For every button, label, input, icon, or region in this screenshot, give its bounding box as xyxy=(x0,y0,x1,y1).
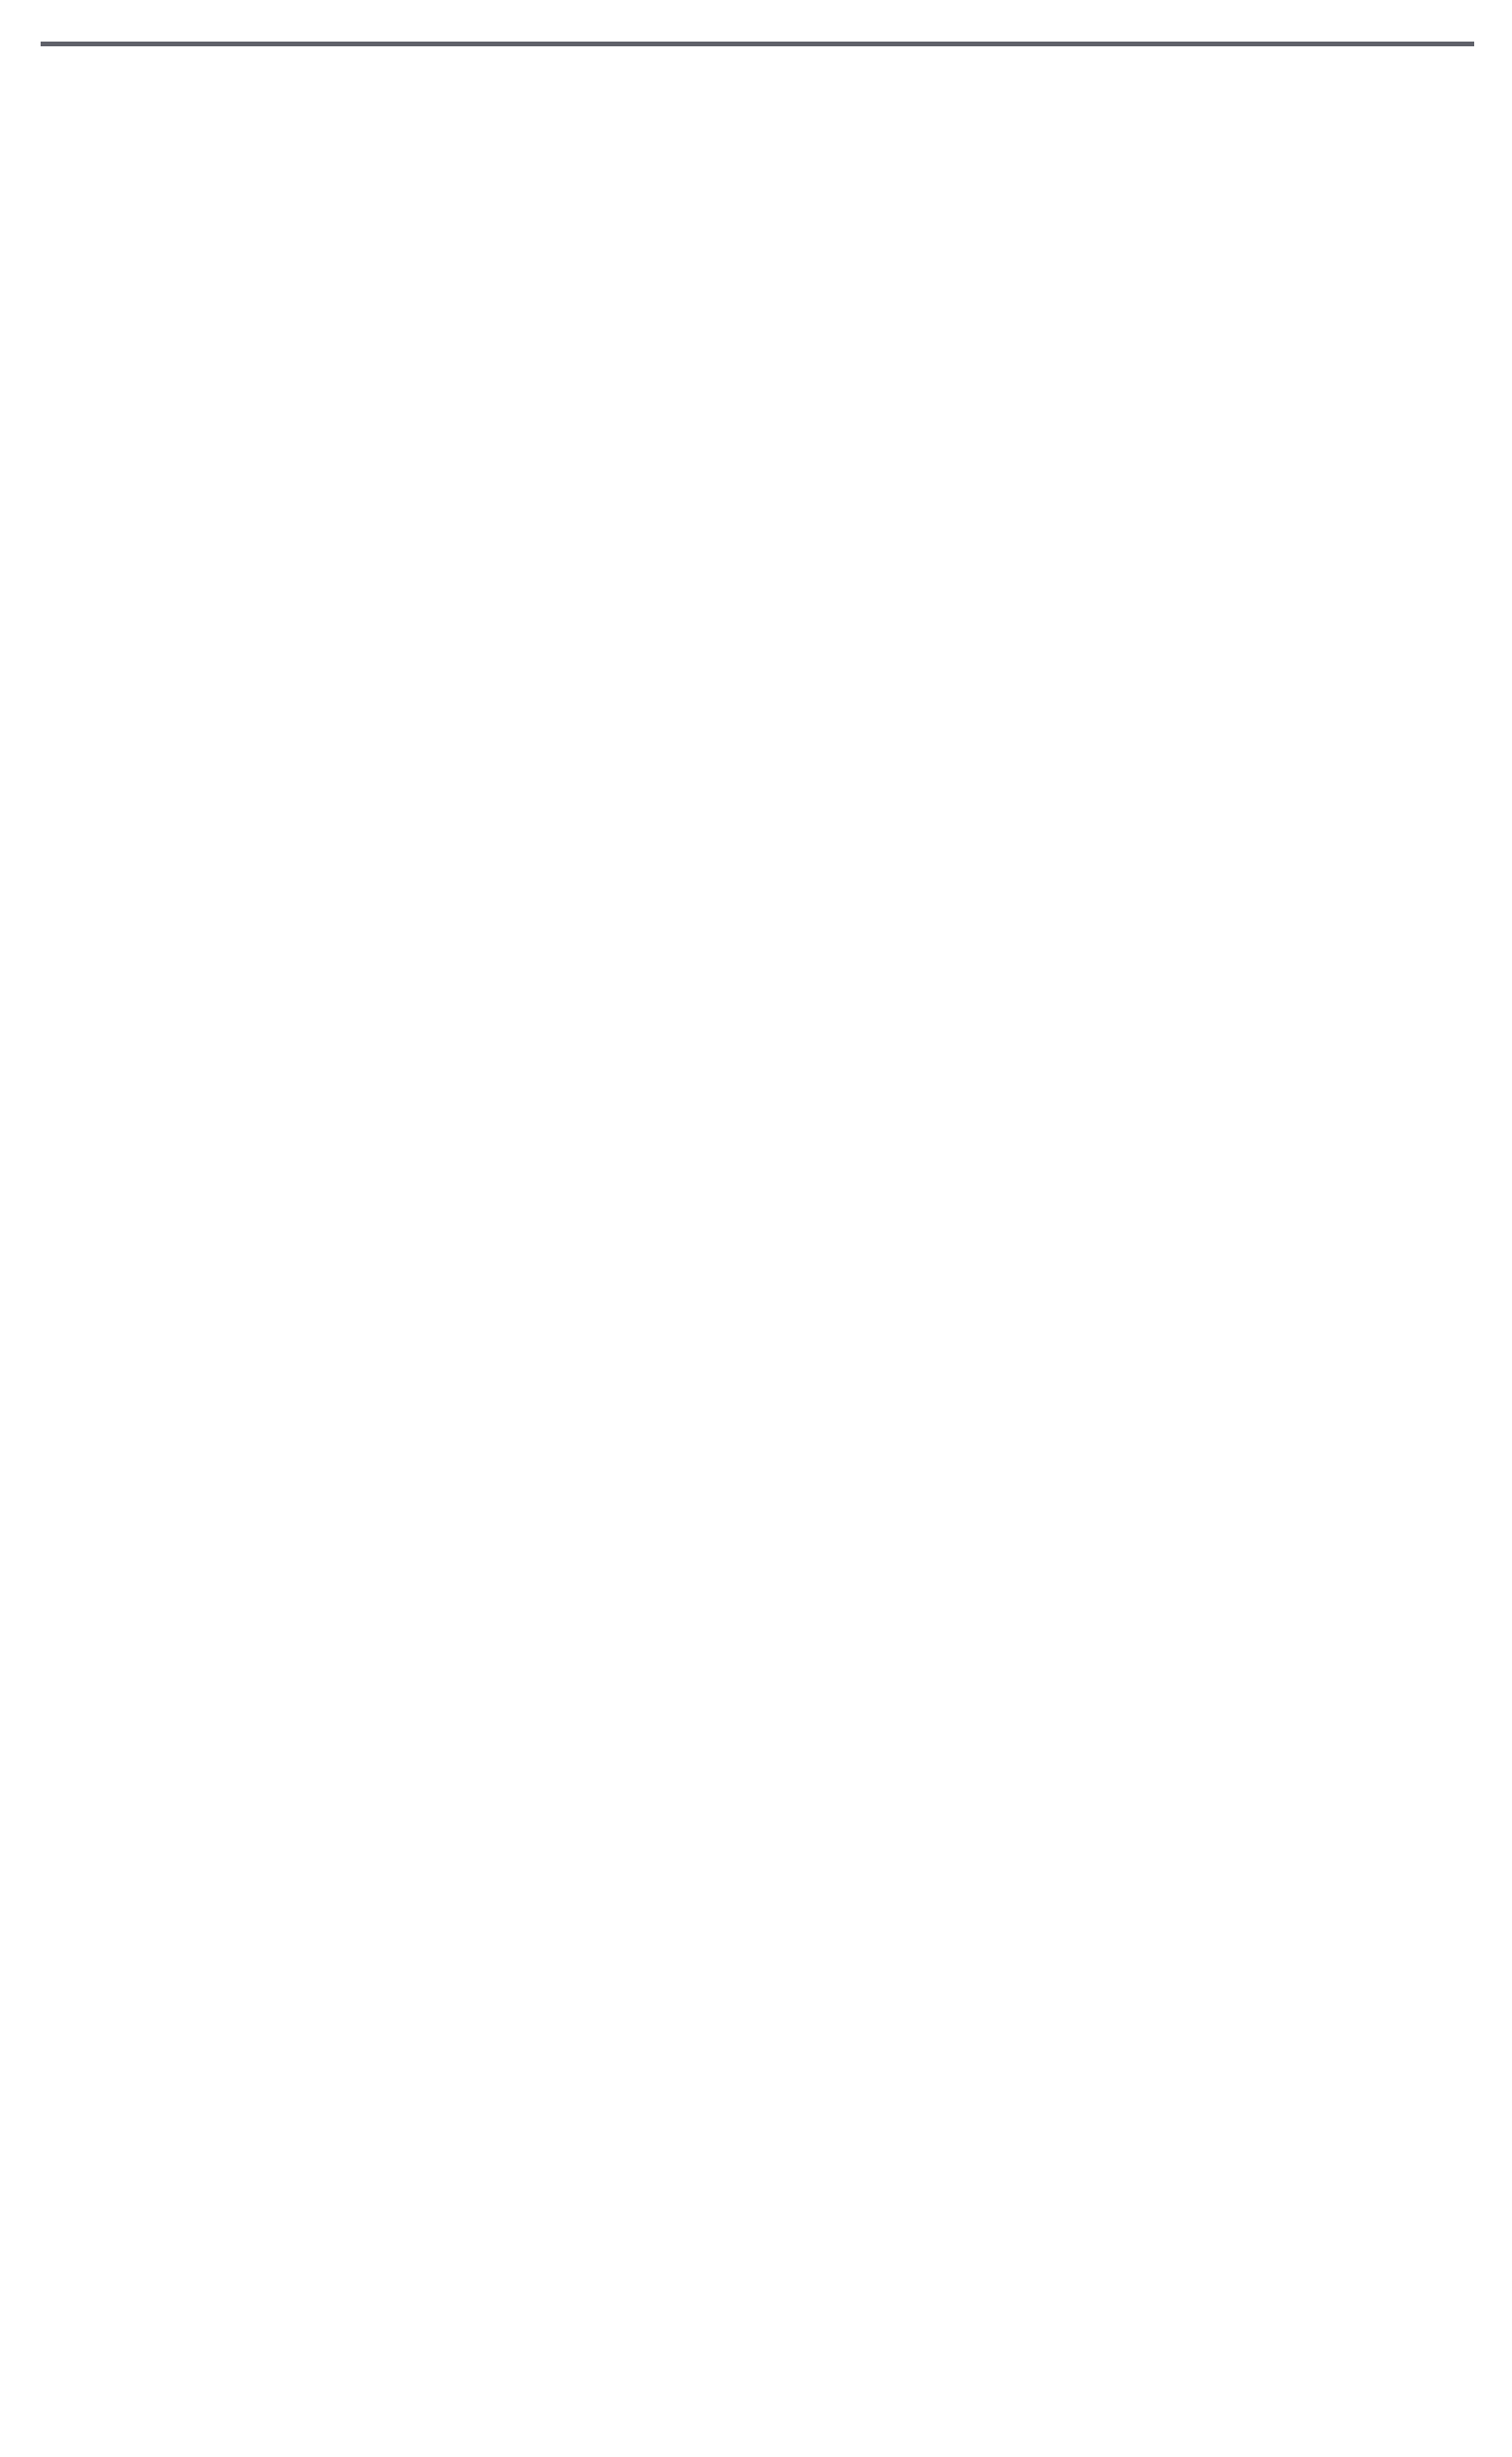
running-head-years-row xyxy=(31,36,1474,46)
running-head xyxy=(31,36,1474,46)
header-rule xyxy=(41,42,1474,46)
